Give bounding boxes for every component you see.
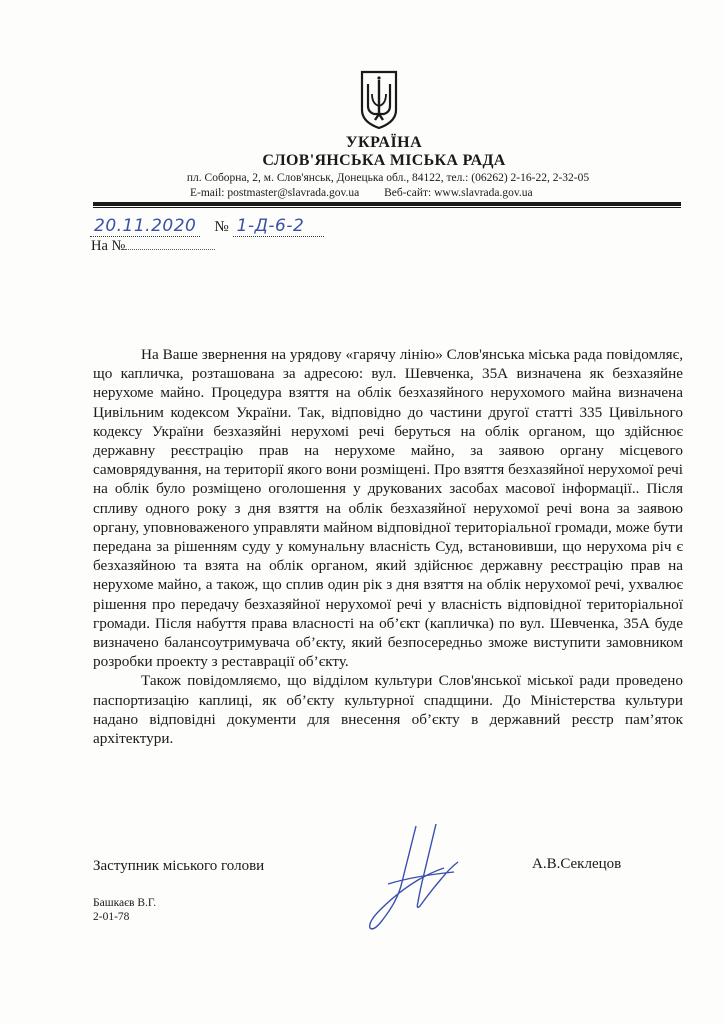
registration-number: 1-Д-6-2 — [233, 216, 325, 237]
trident-coat-of-arms-icon — [358, 70, 400, 130]
council-address: пл. Соборна, 2, м. Слов'янськ, Донецька обл., 84122, тел.: (06262) 2-16-22, 2-32-05 — [186, 172, 590, 184]
signer-name: А.В.Секлецов — [532, 856, 622, 872]
council-email: E-mail: postmaster@slavrada.gov.ua — [190, 187, 360, 199]
handwritten-signature-icon — [358, 822, 478, 940]
letter-body — [93, 345, 683, 748]
country-name: УКРАЇНА — [345, 134, 423, 151]
header-divider-thick — [93, 202, 681, 206]
council-website: Веб-сайт: www.slavrada.gov.ua — [384, 187, 533, 199]
registration-line — [90, 216, 324, 237]
reply-reference-label: На № — [91, 238, 126, 254]
reply-reference-blank — [125, 239, 215, 250]
council-name: СЛОВ'ЯНСЬКА МІСЬКА РАДА — [262, 152, 506, 169]
header-divider-thin — [93, 207, 681, 208]
executor-name: Башкаєв В.Г. — [93, 897, 157, 909]
reply-reference-line — [91, 238, 215, 255]
signer-title: Заступник міського голови — [93, 858, 265, 874]
executor-phone: 2-01-78 — [93, 911, 130, 923]
body-paragraph: Також повідомляємо, що відділом культури Слов'янської міської ради проведено паспортизацію каплиці, як об’єкту культурної спадщини. До Міністерства культури надано відповідні документи для внесення об’єкту в державний реєстр пам’яток архітектури. — [93, 672, 683, 748]
council-contacts — [190, 187, 590, 199]
registration-number-label: № — [214, 219, 229, 235]
registration-date: 20.11.2020 — [90, 216, 200, 237]
body-paragraph: На Ваше звернення на урядову «гарячу лінію» Слов'янська міська рада повідомляє, що капличка, розташована за адресою: вул. Шевченка, 35А визначена як безхазяйне нерухоме майно. Процедура взяття на облік безхазяйного нерухомого майна визначена Цивільним кодексом України. Так, відповідно до частини другої статті 335 Цивільного кодексу України безхазяйні нерухомі речі беруться на облік органом, що здійснює державну реєстрацію прав на нерухоме майно, за заявою органу місцевого самоврядування, на території якого вони розміщені. Про взяття безхазяйної нерухомої речі на облік було розміщено оголошення у друкованих засобах масової інформації.. Після спливу одного року з дня взяття на облік безхазяйної нерухомої речі вона за заявою органу, уповноваженого управляти майном відповідної територіальної громади, може бути передана за рішенням суду у комунальну власність Суд, встановивши, що нерухома річ є безхазяйною та взята на облік органом, який здійснює державну реєстрацію прав на нерухоме майно, а також, що сплив один рік з дня взяття на облік нерухомої речі, ухвалює рішення про передачу безхазяйної нерухомої речі у власність відповідної територіальної громади. Після набуття права власності на об’єкт (капличка) по вул. Шевченка, 35А буде визначено балансоутримувача об’єкту, який безпосередньо зможе виступити замовником розробки проекту з реставрації об’єкту. — [93, 346, 683, 671]
